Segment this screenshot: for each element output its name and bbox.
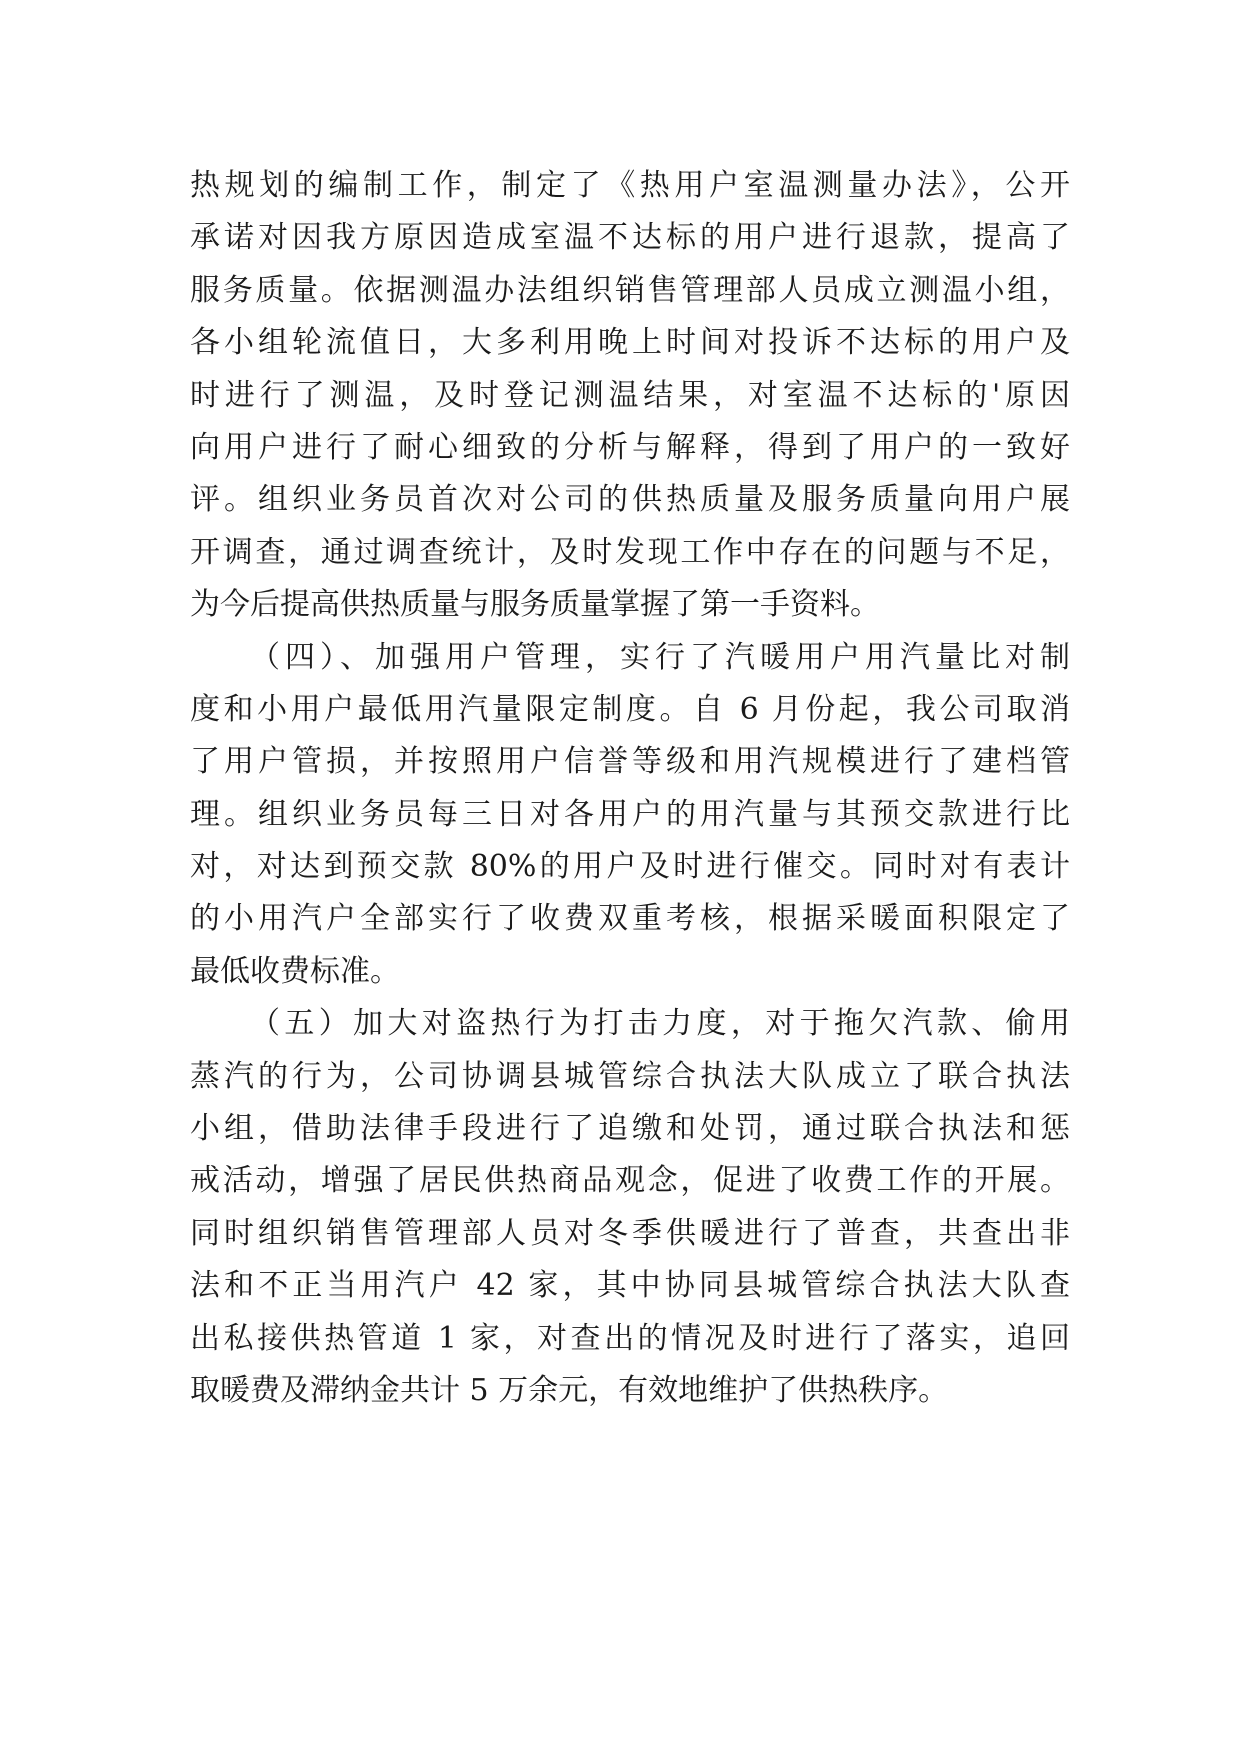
text-line: 服务质量。依据测温办法组织销售管理部人员成立测温小组， [190,272,1070,308]
text-line: 向用户进行了耐心细致的分析与解释，得到了用户的一致好 [190,429,1070,465]
text-line: 评。组织业务员首次对公司的供热质量及服务质量向用户展 [190,482,1070,518]
text-line: 时进行了测温，及时登记测温结果，对室温不达标的'原因 [190,377,1070,413]
text-line: 各小组轮流值日，大多利用晚上时间对投诉不达标的用户及 [190,325,1070,361]
text-line: 热规划的编制工作，制定了《热用户室温测量办法》，公开 [190,168,1070,203]
text-line: 了用户管损，并按照用户信誉等级和用汽规模进行了建档管 [190,744,1070,780]
text-line: （五）加大对盗热行为打击力度，对于拖欠汽款、偷用 [250,1006,1070,1042]
text-line: 开调查，通过调查统计，及时发现工作中存在的问题与不足， [190,534,1070,570]
text-line: 取暖费及滞纳金共计 5 万余元，有效地维护了供热秩序。 [190,1372,949,1408]
text-line: 法和不正当用汽户 42 家，其中协同县城管综合执法大队查 [190,1268,1070,1304]
text-line: 小组，借助法律手段进行了追缴和处罚，通过联合执法和惩 [190,1111,1070,1147]
text-line: 蒸汽的行为，公司协调县城管综合执法大队成立了联合执法 [190,1058,1070,1094]
text-line: 最低收费标准。 [190,953,400,989]
text-line: 承诺对因我方原因造成室温不达标的用户进行退款，提高了 [190,220,1070,256]
text-line: 对，对达到预交款 80%的用户及时进行催交。同时对有表计 [190,849,1070,885]
text-line: （四）、加强用户管理，实行了汽暖用户用汽量比对制 [250,639,1070,675]
text-line: 戒活动，增强了居民供热商品观念，促进了收费工作的开展。 [190,1163,1070,1199]
text-line: 同时组织销售管理部人员对冬季供暖进行了普查，共查出非 [190,1215,1070,1251]
text-line: 为今后提高供热质量与服务质量掌握了第一手资料。 [190,587,880,623]
text-line: 出私接供热管道 1 家，对查出的情况及时进行了落实，追回 [190,1320,1070,1356]
text-line: 度和小用户最低用汽量限定制度。自 6 月份起，我公司取消 [190,691,1070,727]
text-line: 的小用汽户全部实行了收费双重考核，根据采暖面积限定了 [190,901,1070,937]
document-body [190,160,1070,1417]
text-line: 理。组织业务员每三日对各用户的用汽量与其预交款进行比 [190,796,1070,832]
